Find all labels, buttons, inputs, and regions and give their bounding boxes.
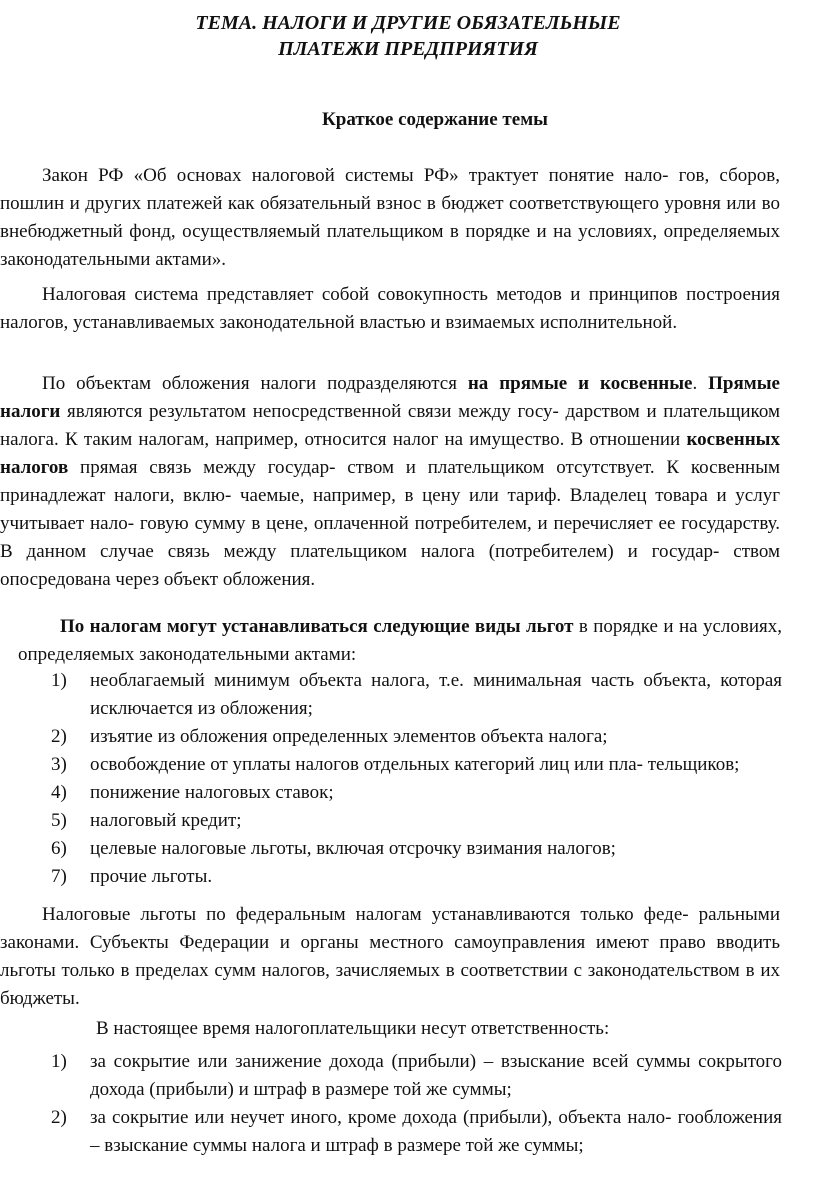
- paragraph-direct-indirect-taxes: [0, 370, 780, 594]
- list-item: [47, 667, 782, 723]
- paragraph-tax-law: Закон РФ «Об основах налоговой системы РФ» трактует понятие нало- гов, сборов, пошлин и других платежей как обязательный взнос в бюджет соответствующего уровня или во внебюджетный фонд, осуществляемый плательщиком в порядке и на условиях, определяемых законодательными актами».: [0, 165, 780, 270]
- list-item: [47, 1048, 782, 1104]
- list-item-text: налоговый кредит;: [90, 810, 242, 831]
- list-item: [47, 807, 782, 835]
- list-item: [47, 751, 782, 779]
- paragraph-benefit-types: [18, 613, 782, 669]
- list-item-text: освобождение от уплаты налогов отдельных категорий лиц или пла- тельщиков;: [90, 754, 740, 775]
- list-item-number: 1): [51, 1051, 67, 1072]
- list-item: [47, 863, 782, 891]
- text-fragment: .: [692, 373, 709, 394]
- list-item-text: прочие льготы.: [90, 866, 213, 887]
- bold-benefit-types: По налогам могут устанавливаться следующие виды льгот: [60, 616, 574, 637]
- list-item-number: 5): [51, 810, 67, 831]
- responsibility-list: [47, 1048, 782, 1160]
- topic-title: [0, 10, 816, 62]
- bold-indirect-taxes: косвенных налогов: [0, 429, 780, 478]
- bold-direct-and-indirect: на прямые и косвенные: [467, 373, 693, 394]
- summary-heading: Краткое содержание темы: [322, 109, 548, 130]
- list-item-text: за сокрытие или неучет иного, кроме дохода (прибыли), объекта нало- гообложения – взыскание суммы налога и штраф в размере той же суммы;: [90, 1107, 782, 1156]
- list-item-number: 7): [51, 866, 67, 887]
- text-fragment: в порядке и на условиях, определяемых законодательными актами:: [18, 616, 782, 665]
- list-item-text: целевые налоговые льготы, включая отсрочку взимания налогов;: [90, 838, 616, 859]
- text-fragment: являются результатом непосредственной связи между госу- дарством и плательщиком налога. К таким налогам, например, относится налог на имущество. В отношении: [0, 401, 780, 450]
- topic-title-line-1: ТЕМА. НАЛОГИ И ДРУГИЕ ОБЯЗАТЕЛЬНЫЕ: [195, 12, 621, 34]
- paragraph-federal-benefits: Налоговые льготы по федеральным налогам устанавливаются только феде- ральными законами. Субъекты Федерации и органы местного самоуправления имеют право вводить льготы только в пределах сумм налогов, зачисляемых в соответствии с законодательством в их бюджеты.: [0, 904, 780, 1009]
- list-item-text: изъятие из обложения определенных элементов объекта налога;: [90, 726, 608, 747]
- list-item-text: необлагаемый минимум объекта налога, т.е. минимальная часть объекта, которая исключается из обложения;: [90, 670, 782, 719]
- text-fragment: прямая связь между государ- ством и плательщиком отсутствует. К косвенным принадлежат налоги, вклю- чаемые, например, в цену или тариф. Владелец товара и услуг учитывает нало- говую сумму в цене, оплаченной потребителем, и перечисляет ее государству. В данном случае связь между плательщиком налога (потребителем) и государ- ством опосредована через объект обложения.: [0, 457, 780, 590]
- paragraph-tax-system: Налоговая система представляет собой совокупность методов и принципов построения налогов, устанавливаемых законодательной властью и взимаемых исполнительной.: [0, 284, 780, 333]
- list-item: [47, 723, 782, 751]
- list-item-text: понижение налоговых ставок;: [90, 782, 334, 803]
- list-item: [47, 1104, 782, 1160]
- topic-title-line-2: ПЛАТЕЖИ ПРЕДПРИЯТИЯ: [278, 38, 538, 60]
- list-item-number: 4): [51, 782, 67, 803]
- paragraph-responsibility: В настоящее время налогоплательщики несут ответственность:: [96, 1018, 610, 1039]
- list-item: [47, 835, 782, 863]
- list-item-text: за сокрытие или занижение дохода (прибыли) – взыскание всей суммы сокрытого дохода (прибыли) и штраф в размере той же суммы;: [90, 1051, 782, 1100]
- list-item: [47, 779, 782, 807]
- list-item-number: 2): [51, 1107, 67, 1128]
- list-item-number: 1): [51, 670, 67, 691]
- list-item-number: 2): [51, 726, 67, 747]
- list-item-number: 6): [51, 838, 67, 859]
- list-item-number: 3): [51, 754, 67, 775]
- text-fragment: По объектам обложения налоги подразделяются: [42, 373, 468, 394]
- bold-direct-taxes: Прямые налоги: [0, 373, 780, 422]
- benefits-list: [47, 667, 782, 891]
